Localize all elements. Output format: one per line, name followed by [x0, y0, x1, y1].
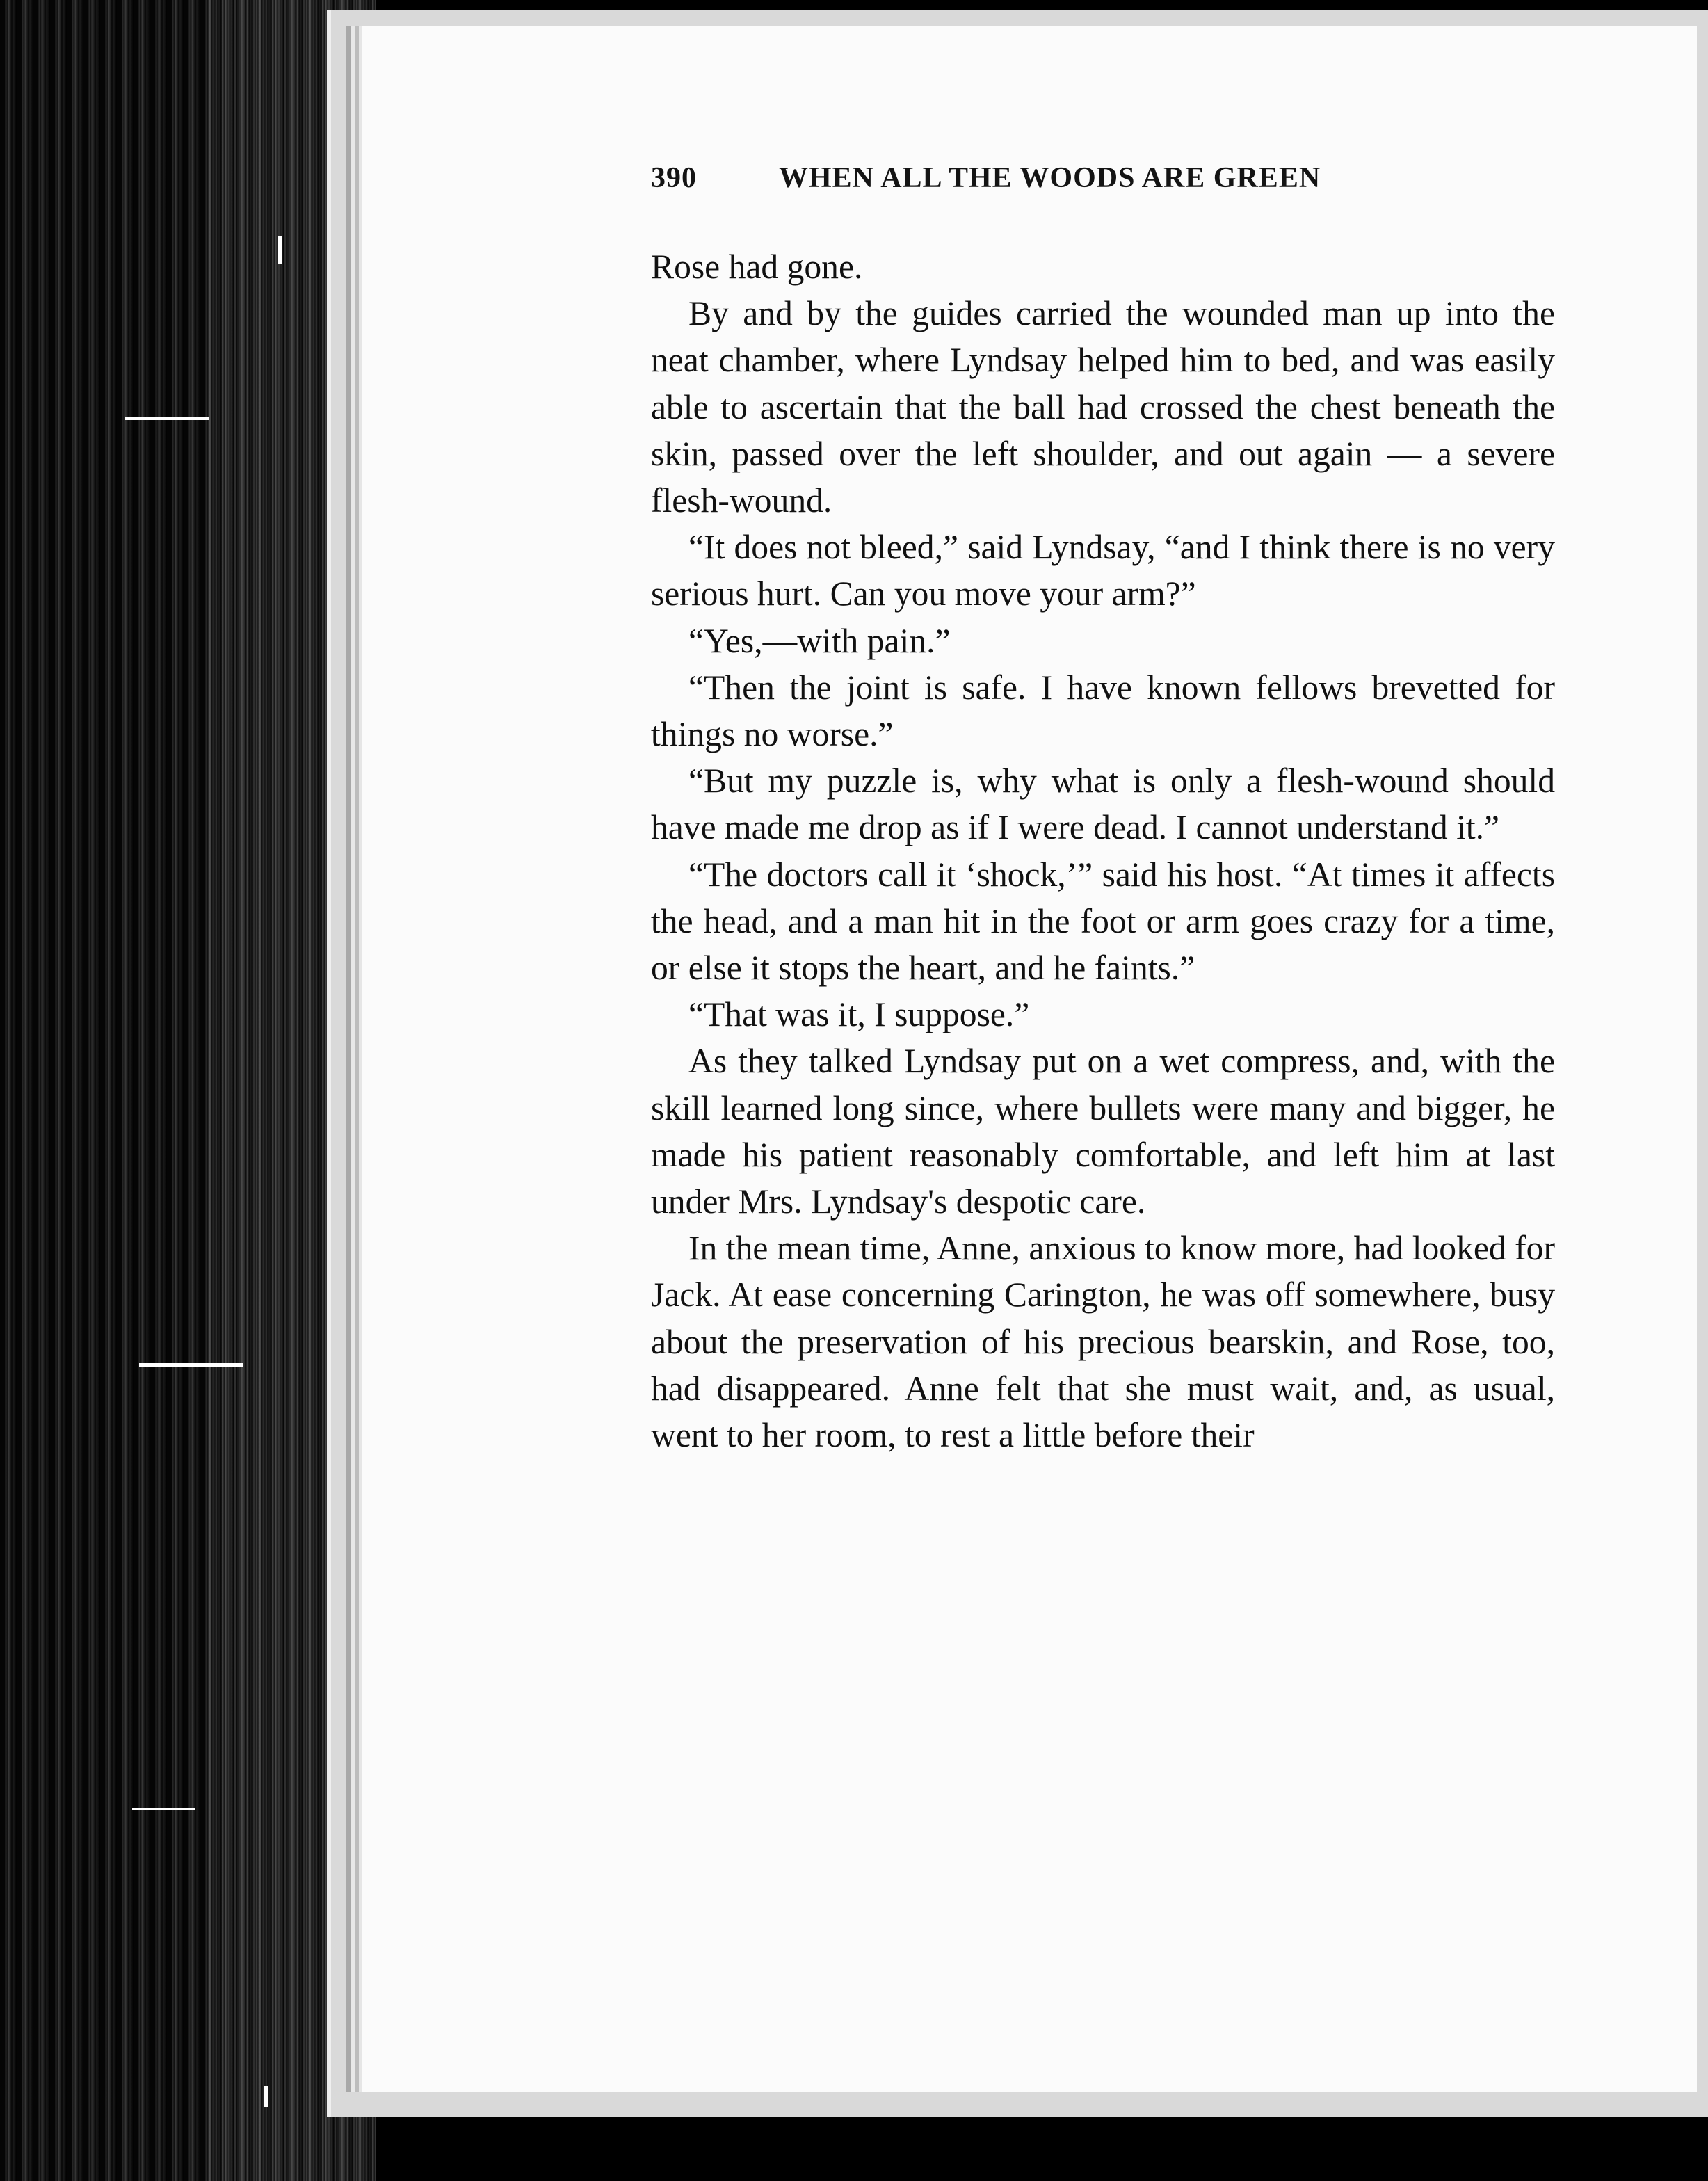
paragraph: “That was it, I suppose.” [688, 995, 1030, 1034]
paragraph: Rose had gone. [651, 248, 863, 286]
paragraph: “Yes,—with pain.” [688, 621, 951, 660]
paragraph: “It does not bleed,” said Lyndsay, “and I think there is no very serious hurt. Can you move your arm?” [651, 528, 1555, 613]
page-number: 390 [651, 162, 697, 194]
paragraph: As they talked Lyndsay put on a wet compress, and, with the skill learned long since, where bullets were many and bigger, he made his patient reasonably comfortable, and left him at last under Mrs. Lyndsay's despotic care. [651, 1042, 1555, 1221]
running-head [651, 161, 1430, 203]
paragraph: In the mean time, Anne, anxious to know more, had looked for Jack. At ease concerning Carington, he was off somewhere, busy about the preservation of his precious bearskin, and Rose, too, had disappeared. Anne felt that she must wait, and, as usual, went to her room, to rest a little before their [651, 1229, 1555, 1455]
book-edge-background [0, 0, 376, 2181]
body-text [651, 243, 1555, 1458]
paragraph: “The doctors call it ‘shock,’” said his host. “At times it affects the head, and a man hit in the foot or arm goes crazy for a time, or else it stops the heart, and he faints.” [651, 855, 1555, 988]
paragraph: “But my puzzle is, why what is only a flesh-wound should have made me drop as if I were dead. I cannot understand it.” [651, 762, 1555, 847]
paragraph: “Then the joint is safe. I have known fellows brevetted for things no worse.” [651, 668, 1555, 754]
running-title: WHEN ALL THE WOODS ARE GREEN [779, 162, 1321, 194]
paragraph: By and by the guides carried the wounded man up into the neat chamber, where Lyndsay helped him to bed, and was easily able to ascertain that the ball had crossed the chest beneath the skin, passed over the left shoulder, and out again — a severe flesh-wound. [651, 294, 1555, 520]
